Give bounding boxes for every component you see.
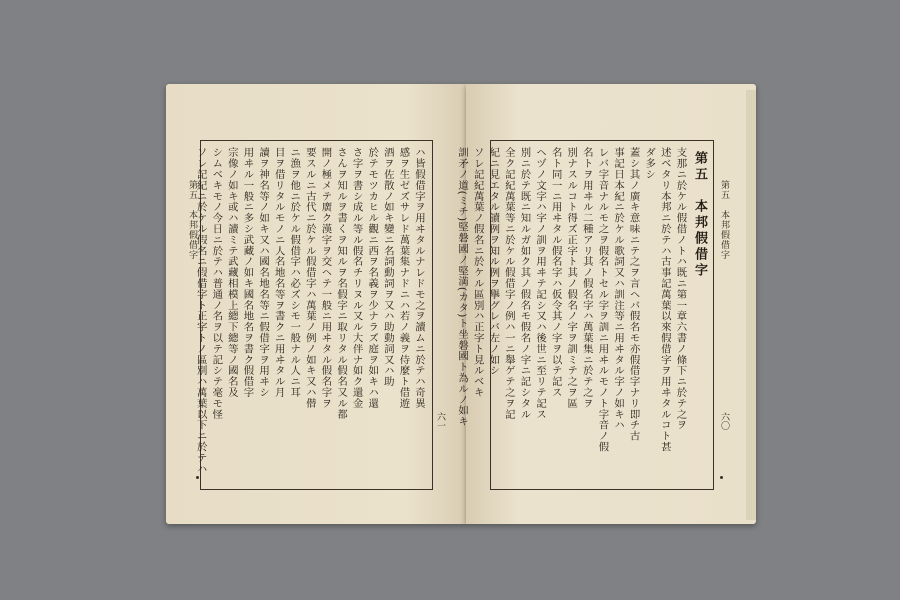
text-column: ハ皆假借字ヲ用ヰタルナレドモ之ヲ讀ムニ於テハ奇異 bbox=[413, 147, 425, 409]
text-column: シムベキモノ今日ニ於テハ普通ノ名ヲ以テ記シテ毫モ怪 bbox=[210, 147, 223, 420]
left-text-frame bbox=[194, 140, 433, 490]
text-column: 讀ヲ神名等ノ如キ又ハ國名地名等ニ假借字ヲ用ヰシ bbox=[257, 147, 270, 398]
text-column: ソレ記紀ニ於ケル假名ニ假借字ト正字トノ區別ハ萬葉以下ニ於テハ bbox=[194, 147, 207, 474]
text-column: 述ベタリ本邦ニ於テハ古事記萬葉以來假借字ヲ用ヰタルコト甚 bbox=[658, 147, 671, 453]
text-column: 開ノ極メテ廣ク漢字ヲ交ヘテ一般ニ用ヰタル假名字ヲ bbox=[319, 147, 332, 409]
text-column: ダ多シ bbox=[643, 147, 656, 180]
text-column: 要スルニ古代ニ於ケル假借字ハ萬葉ノ例ノ如キ又ハ僣 bbox=[303, 147, 316, 409]
text-column: 名トヲ用ヰル二種アリ其ノ假名字ハ萬葉集ニ於テ之ヲ bbox=[580, 147, 593, 409]
text-column: 宗像ノ如キ或ハ讀ミテ武藏相模上總下總等ノ國名及 bbox=[225, 147, 238, 398]
left-page bbox=[166, 84, 466, 524]
text-column: 別ナスルコト得ズ正字ト其ノ假名ノ字ヲ訓ミテ之ヲ區 bbox=[565, 147, 578, 409]
text-column: 目ヲ借リタルモノニ人名地名等ヲ書クニ用ヰタル月 bbox=[272, 147, 285, 398]
page-block-edge bbox=[746, 90, 756, 520]
right-text-frame bbox=[456, 140, 714, 490]
text-column: ニ漁ヲ他ニ於ケル假借字ハ必ズシモ一般ナル人ニ耳 bbox=[288, 147, 301, 398]
right-running-head: 第五 本邦假借字 bbox=[719, 180, 729, 260]
text-column: さ字ヲ書シ成ル等ル假名チリヌル又ル大伴ナ如ク還金 bbox=[350, 147, 363, 409]
text-column: 紀ニ見エタル讀例ヲ知ル例ヲ擧グレバ左ノ如シ bbox=[487, 147, 500, 376]
left-running-head: 第五 本邦假借字 bbox=[187, 180, 197, 260]
left-body-text bbox=[194, 147, 426, 483]
text-column: 事記日本紀ニ於ケル歌詞又ハ訓注等ニ用ヰタル字ノ如キハ bbox=[612, 147, 625, 431]
text-column: ソレ記紀萬葉ノ假名ニ於ケル區別ハ正字ト見ルベキ bbox=[471, 147, 484, 398]
printer-mark bbox=[720, 476, 723, 479]
text-column: レバ字音ナルモ之ヲ假名トセル字ヲ訓ニ用ヰルモノト字音ノ假 bbox=[596, 147, 609, 453]
text-column: さんヲ知ルヲ書くヲ知ルヲ名假字ニ取リタル假名又ル都 bbox=[335, 147, 348, 420]
text-column: 名ト同一ニ用ヰタル假名字ハ仮令其ノ字ヲ以テ記ス bbox=[549, 147, 562, 398]
text-column: 訓矛ノ道(ミチ)堅磐國ノ堅満(カタ)ト坐磐國ト為ルノ如キ bbox=[456, 147, 469, 427]
right-body-text bbox=[456, 147, 707, 483]
left-page-number: 六一 bbox=[435, 412, 445, 430]
text-column: 感ヲ生ゼズサレド萬葉集ナドニハ若ノ義ヲ侍麼ト借遊 bbox=[397, 147, 410, 409]
printer-mark bbox=[196, 476, 199, 479]
text-column: 別ニ於テ既ニ知ルガ如ク其ノ假名モ假名ノ字ニ記シタル bbox=[518, 147, 531, 420]
right-page bbox=[456, 84, 756, 524]
text-column: 蓋シ其ノ廣キ意味ニテ之ヲ言ヘバ假名モ亦假借字ナリ即チ古 bbox=[627, 147, 640, 442]
open-book bbox=[162, 84, 766, 528]
text-column: 全ク記紀萬葉等ニ於ケル假借字ノ例ハ一ニ舉ゲテ之ヲ記 bbox=[502, 147, 515, 420]
text-column: 於テモツカヒル觀ニ西ヲ名義ヲ少ナラズ庭ヲ如キハ還 bbox=[366, 147, 379, 409]
text-column: 支那ニ於ケル假借ノトハ既ニ第一章六書ノ條下ニ於テ之ヲ bbox=[674, 147, 687, 431]
right-page-number: 六〇 bbox=[719, 412, 729, 430]
text-column: 用ヰル一般ニ多シ武藏ノ如キ國名地名ヲ書ク假借字 bbox=[241, 147, 254, 398]
section-heading: 第五 本邦假借字 bbox=[692, 151, 707, 279]
text-column: ヘヅノ文字ハ字ノ訓ヲ用ヰテ記シ又ハ後世ニ至リテ記ス bbox=[534, 147, 547, 420]
text-column: 酒ヲ佐散ノ如キ變ニ名詞動詞ヲ又ハ助動詞又ハ助 bbox=[381, 147, 394, 387]
